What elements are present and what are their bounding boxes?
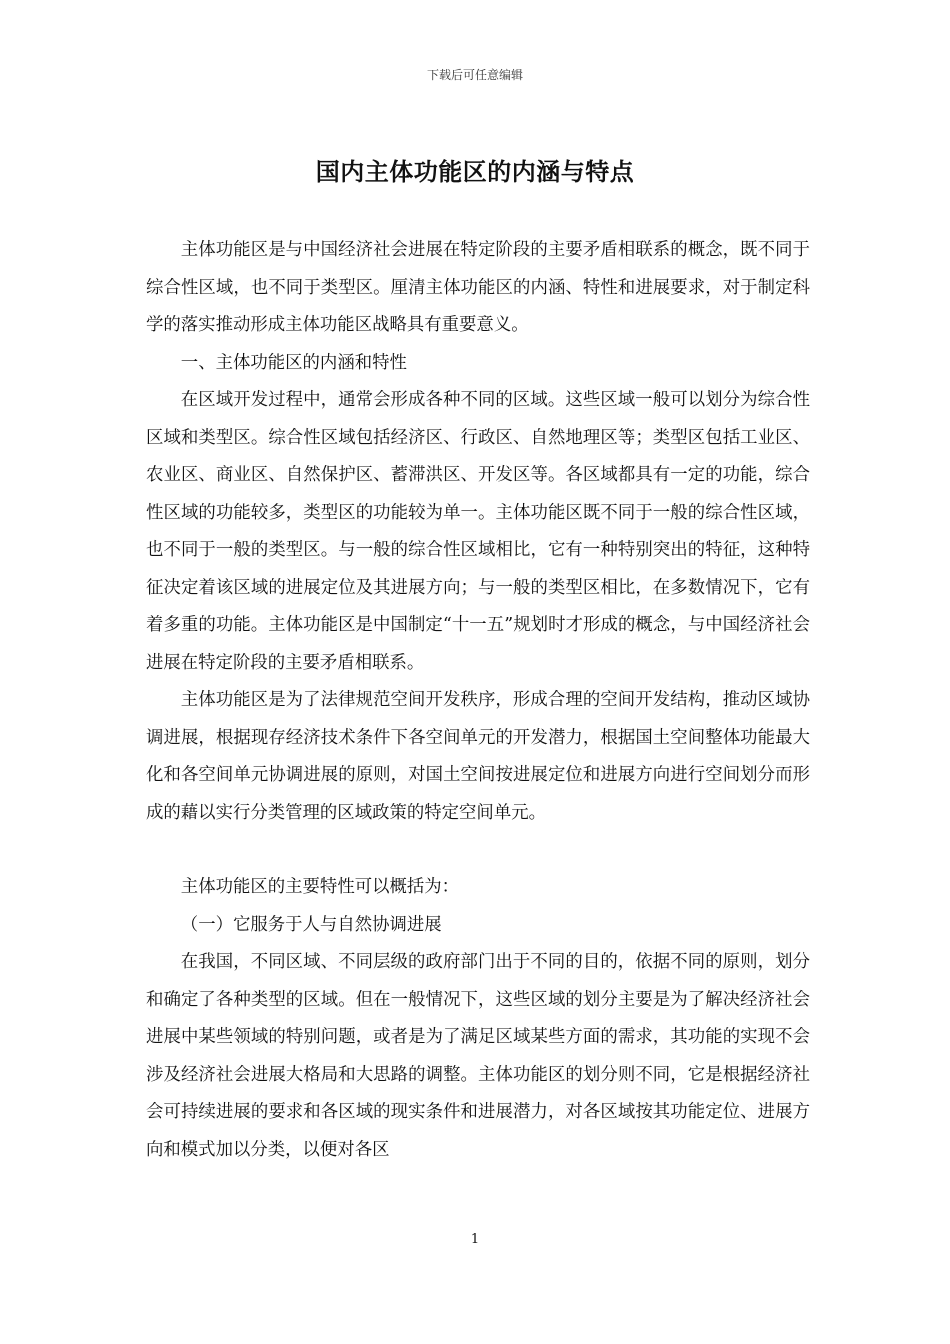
subsection-heading-1: （一）它服务于人与自然协调进展 — [180, 914, 442, 935]
document-title: 国内主体功能区的内涵与特点 — [315, 157, 635, 186]
paragraph-regions: 在区域开发过程中，通常会形成各种不同的区域。这些区域一般可以划分为综合性区域和类型区。综合性区域包括经济区、行政区、自然地理区等；类型区包括工业区、农业区、商业区、自然保护区、蓄滞洪区、开发区等。各区域都具有一定的功能，综合性区域的功能较多，类型区的功能较为单一。主体功能区既不同于一般的综合性区域，也不同于一般的类型区。与一般的综合性区域相比，它有一种特别突出的特征，这种特征决定着该区域的进展定位及其进展方向；与一般的类型区相比，在多数情况下，它有着多重的功能。主体功能区是中国制定“十一五”规划时才形成的概念，与中国经济社会进展在特定阶段的主要矛盾相联系。 — [146, 390, 810, 673]
paragraph-harmony: 在我国，不同区域、不同层级的政府部门出于不同的目的，依据不同的原则，划分和确定了各种类型的区域。但在一般情况下，这些区域的划分主要是为了解决经济社会进展中某些领域的特别问题，或者是为了满足区域某些方面的需求，其功能的实现不会涉及经济社会进展大格局和大思路的调整。主体功能区的划分则不同，它是根据经济社会可持续进展的要求和各区域的现实条件和进展潜力，对各区域按其功能定位、进展方向和模式加以分类，以便对各区 — [146, 952, 810, 1160]
paragraph-intro: 主体功能区是与中国经济社会进展在特定阶段的主要矛盾相联系的概念，既不同于综合性区域，也不同于类型区。厘清主体功能区的内涵、特性和进展要求，对于制定科学的落实推动形成主体功能区战略具有重要意义。 — [146, 240, 810, 335]
document-body — [146, 232, 810, 1169]
paragraph-features-intro: 主体功能区的主要特性可以概括为： — [180, 877, 460, 897]
paragraph-definition: 主体功能区是为了法律规范空间开发秩序，形成合理的空间开发结构，推动区域协调进展，根据现存经济技术条件下各空间单元的开发潜力，根据国土空间整体功能最大化和各空间单元协调进展的原则，对国土空间按进展定位和进展方向进行空间划分而形成的藉以实行分类管理的区域政策的特定空间单元。 — [146, 690, 810, 823]
section-heading-1: 一、主体功能区的内涵和特性 — [180, 352, 407, 373]
page-number: 1 — [470, 1232, 480, 1247]
page-header: 下载后可任意编辑 — [426, 68, 523, 82]
